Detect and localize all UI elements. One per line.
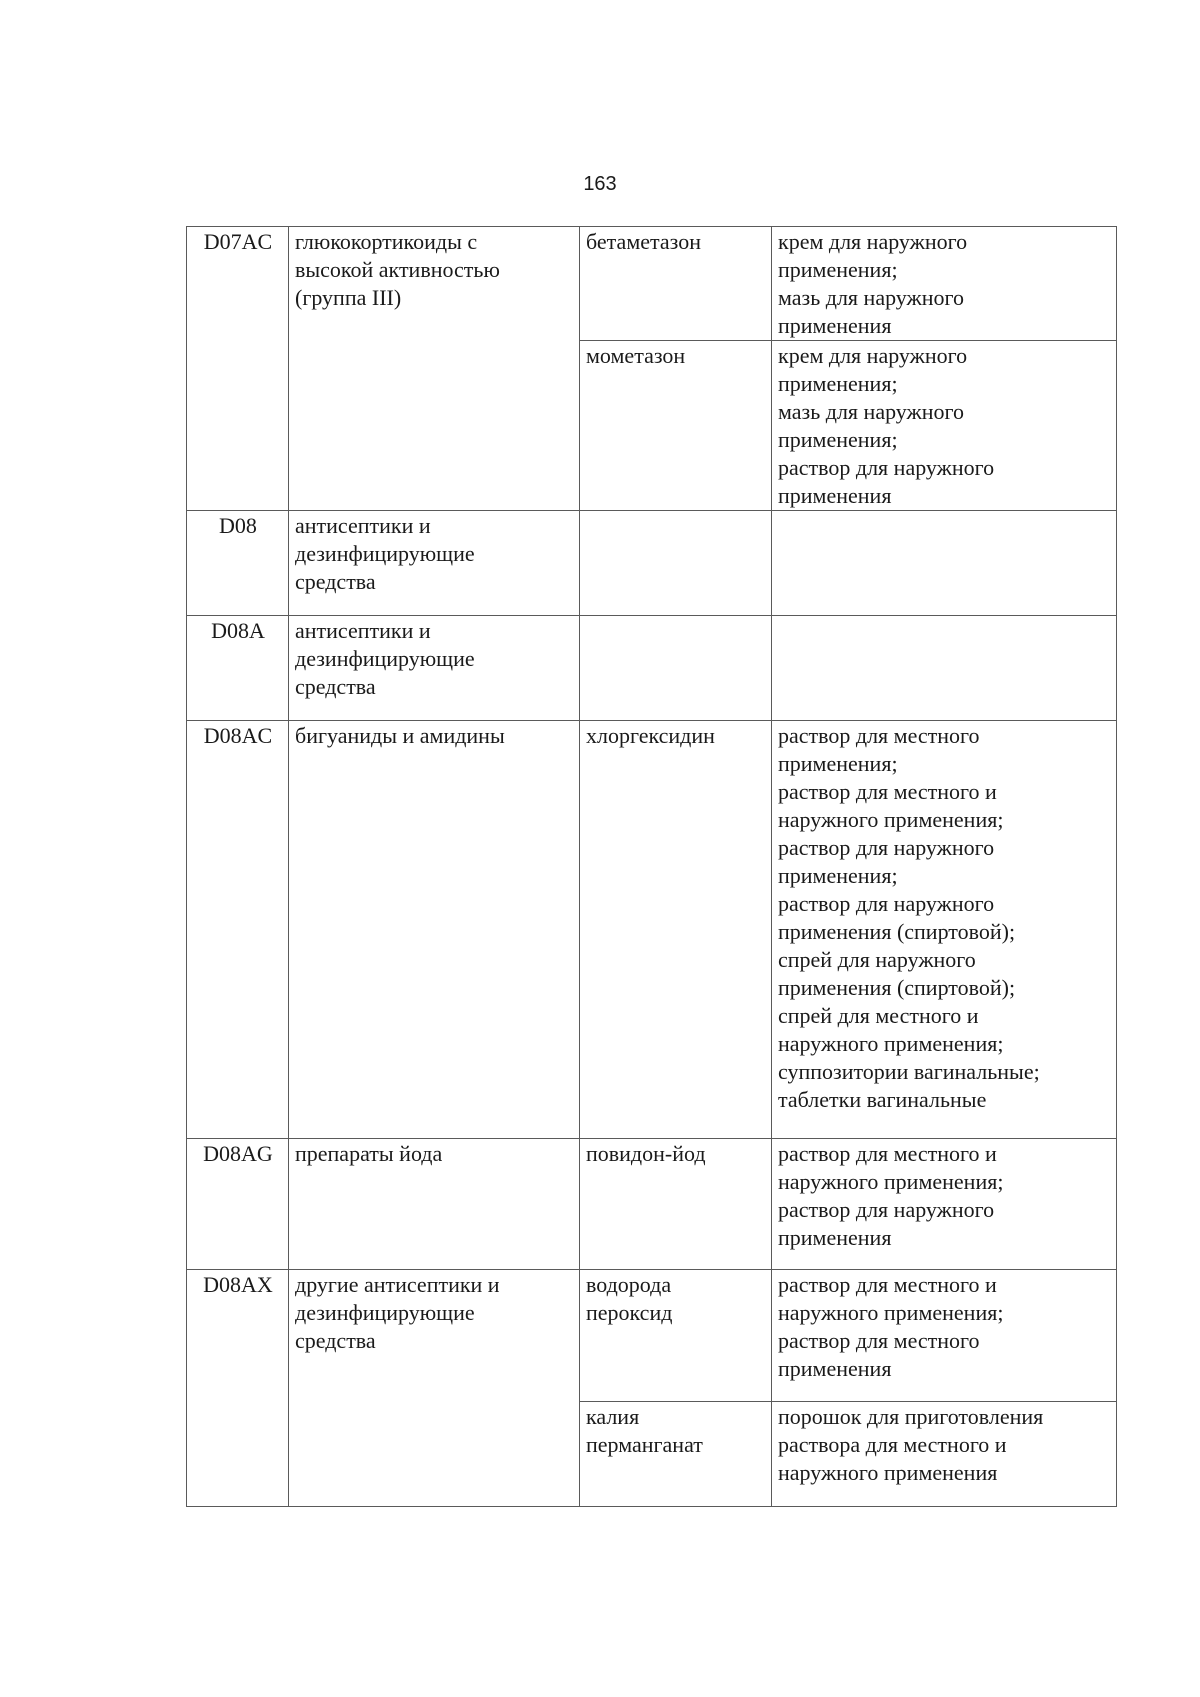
group-name-cell-line: дезинфицирующие	[295, 1300, 475, 1325]
group-name-cell	[289, 511, 580, 616]
dosage-form-cell-line: раствор для местного и	[778, 779, 997, 804]
group-name-cell-line: дезинфицирующие	[295, 646, 475, 671]
dosage-form-cell	[772, 227, 1117, 341]
group-name-cell-line: средства	[295, 569, 376, 594]
drug-name-cell-line: водорода	[586, 1272, 672, 1297]
group-name-cell-line: (группа III)	[295, 285, 402, 310]
atc-code-cell: D08AX	[187, 1270, 289, 1507]
dosage-form-cell-line: мазь для наружного	[778, 399, 964, 424]
dosage-form-cell-line: применения;	[778, 371, 898, 396]
group-name-cell	[289, 1270, 580, 1507]
atc-code-cell: D07AC	[187, 227, 289, 511]
page-number: 163	[583, 173, 617, 195]
dosage-form-cell	[772, 1402, 1117, 1507]
group-name-cell-line: препараты йода	[295, 1141, 443, 1166]
group-name-cell-line: средства	[295, 1328, 376, 1353]
group-name-cell-line: глюкокортикоиды с	[295, 229, 478, 254]
dosage-form-cell-line: применения;	[778, 751, 898, 776]
dosage-form-cell	[772, 341, 1117, 511]
drug-name-cell-line: перманганат	[586, 1432, 703, 1457]
dosage-form-cell	[772, 616, 1117, 721]
group-name-cell	[289, 227, 580, 511]
drug-name-cell	[580, 1270, 772, 1402]
dosage-form-cell-line: суппозитории вагинальные;	[778, 1059, 1040, 1084]
group-name-cell-line: дезинфицирующие	[295, 541, 475, 566]
drug-name-cell	[580, 227, 772, 341]
dosage-form-cell-line: применения;	[778, 427, 898, 452]
group-name-cell	[289, 616, 580, 721]
atc-code-cell: D08AG	[187, 1139, 289, 1270]
group-name-cell-line: антисептики и	[295, 513, 431, 538]
dosage-form-cell-line: применения;	[778, 863, 898, 888]
group-name-cell-line: бигуаниды и амидины	[295, 723, 505, 748]
dosage-form-cell-line: применения	[778, 1356, 892, 1381]
dosage-form-cell-line: раствор для наружного	[778, 455, 995, 480]
dosage-form-cell-line: применения	[778, 1225, 892, 1250]
dosage-form-cell	[772, 1270, 1117, 1402]
drug-name-cell-line: мометазон	[586, 343, 686, 368]
group-name-cell-line: другие антисептики и	[295, 1272, 500, 1297]
dosage-form-cell-line: порошок для приготовления	[778, 1404, 1044, 1429]
dosage-form-cell-line: крем для наружного	[778, 229, 968, 254]
dosage-form-cell-line: применения (спиртовой);	[778, 975, 1016, 1000]
dosage-form-cell-line: наружного применения;	[778, 1169, 1004, 1194]
group-name-cell-line: антисептики и	[295, 618, 431, 643]
dosage-form-cell	[772, 721, 1117, 1139]
drug-name-cell	[580, 511, 772, 616]
dosage-form-cell-line: применения	[778, 483, 892, 508]
atc-drug-table	[186, 226, 1117, 1507]
dosage-form-cell-line: наружного применения;	[778, 1031, 1004, 1056]
dosage-form-cell-line: таблетки вагинальные	[778, 1087, 987, 1112]
dosage-form-cell-line: наружного применения;	[778, 807, 1004, 832]
dosage-form-cell-line: применения	[778, 313, 892, 338]
dosage-form-cell-line: раствор для местного	[778, 723, 980, 748]
dosage-form-cell-line: наружного применения	[778, 1460, 998, 1485]
dosage-form-cell-line: раствор для наружного	[778, 891, 995, 916]
atc-code-cell: D08	[187, 511, 289, 616]
dosage-form-cell-line: раствор для местного и	[778, 1141, 997, 1166]
drug-name-cell	[580, 341, 772, 511]
drug-name-cell-line: калия	[586, 1404, 640, 1429]
dosage-form-cell-line: мазь для наружного	[778, 285, 964, 310]
drug-name-cell-line: пероксид	[586, 1300, 673, 1325]
dosage-form-cell-line: раствора для местного и	[778, 1432, 1007, 1457]
drug-name-cell-line: хлоргексидин	[586, 723, 715, 748]
dosage-form-cell-line: спрей для наружного	[778, 947, 976, 972]
table-body	[187, 227, 1117, 1507]
group-name-cell-line: средства	[295, 674, 376, 699]
dosage-form-cell-line: раствор для наружного	[778, 1197, 995, 1222]
dosage-form-cell-line: раствор для местного	[778, 1328, 980, 1353]
table-row	[187, 616, 1117, 721]
table-row	[187, 1139, 1117, 1270]
drug-name-cell	[580, 616, 772, 721]
dosage-form-cell-line: раствор для местного и	[778, 1272, 997, 1297]
dosage-form-cell	[772, 1139, 1117, 1270]
dosage-form-cell-line: крем для наружного	[778, 343, 968, 368]
dosage-form-cell-line: применения (спиртовой);	[778, 919, 1016, 944]
group-name-cell	[289, 1139, 580, 1270]
dosage-form-cell-line: наружного применения;	[778, 1300, 1004, 1325]
drug-name-cell	[580, 721, 772, 1139]
atc-code-cell: D08AC	[187, 721, 289, 1139]
dosage-form-cell-line: спрей для местного и	[778, 1003, 979, 1028]
atc-code-cell: D08A	[187, 616, 289, 721]
drug-name-cell	[580, 1139, 772, 1270]
table-row	[187, 511, 1117, 616]
group-name-cell-line: высокой активностью	[295, 257, 500, 282]
dosage-form-cell-line: применения;	[778, 257, 898, 282]
drug-name-cell-line: повидон-йод	[586, 1141, 706, 1166]
drug-name-cell	[580, 1402, 772, 1507]
drug-name-cell-line: бетаметазон	[586, 229, 701, 254]
group-name-cell	[289, 721, 580, 1139]
table-row	[187, 227, 1117, 341]
table-row	[187, 721, 1117, 1139]
dosage-form-cell-line: раствор для наружного	[778, 835, 995, 860]
table-row	[187, 1270, 1117, 1402]
dosage-form-cell	[772, 511, 1117, 616]
